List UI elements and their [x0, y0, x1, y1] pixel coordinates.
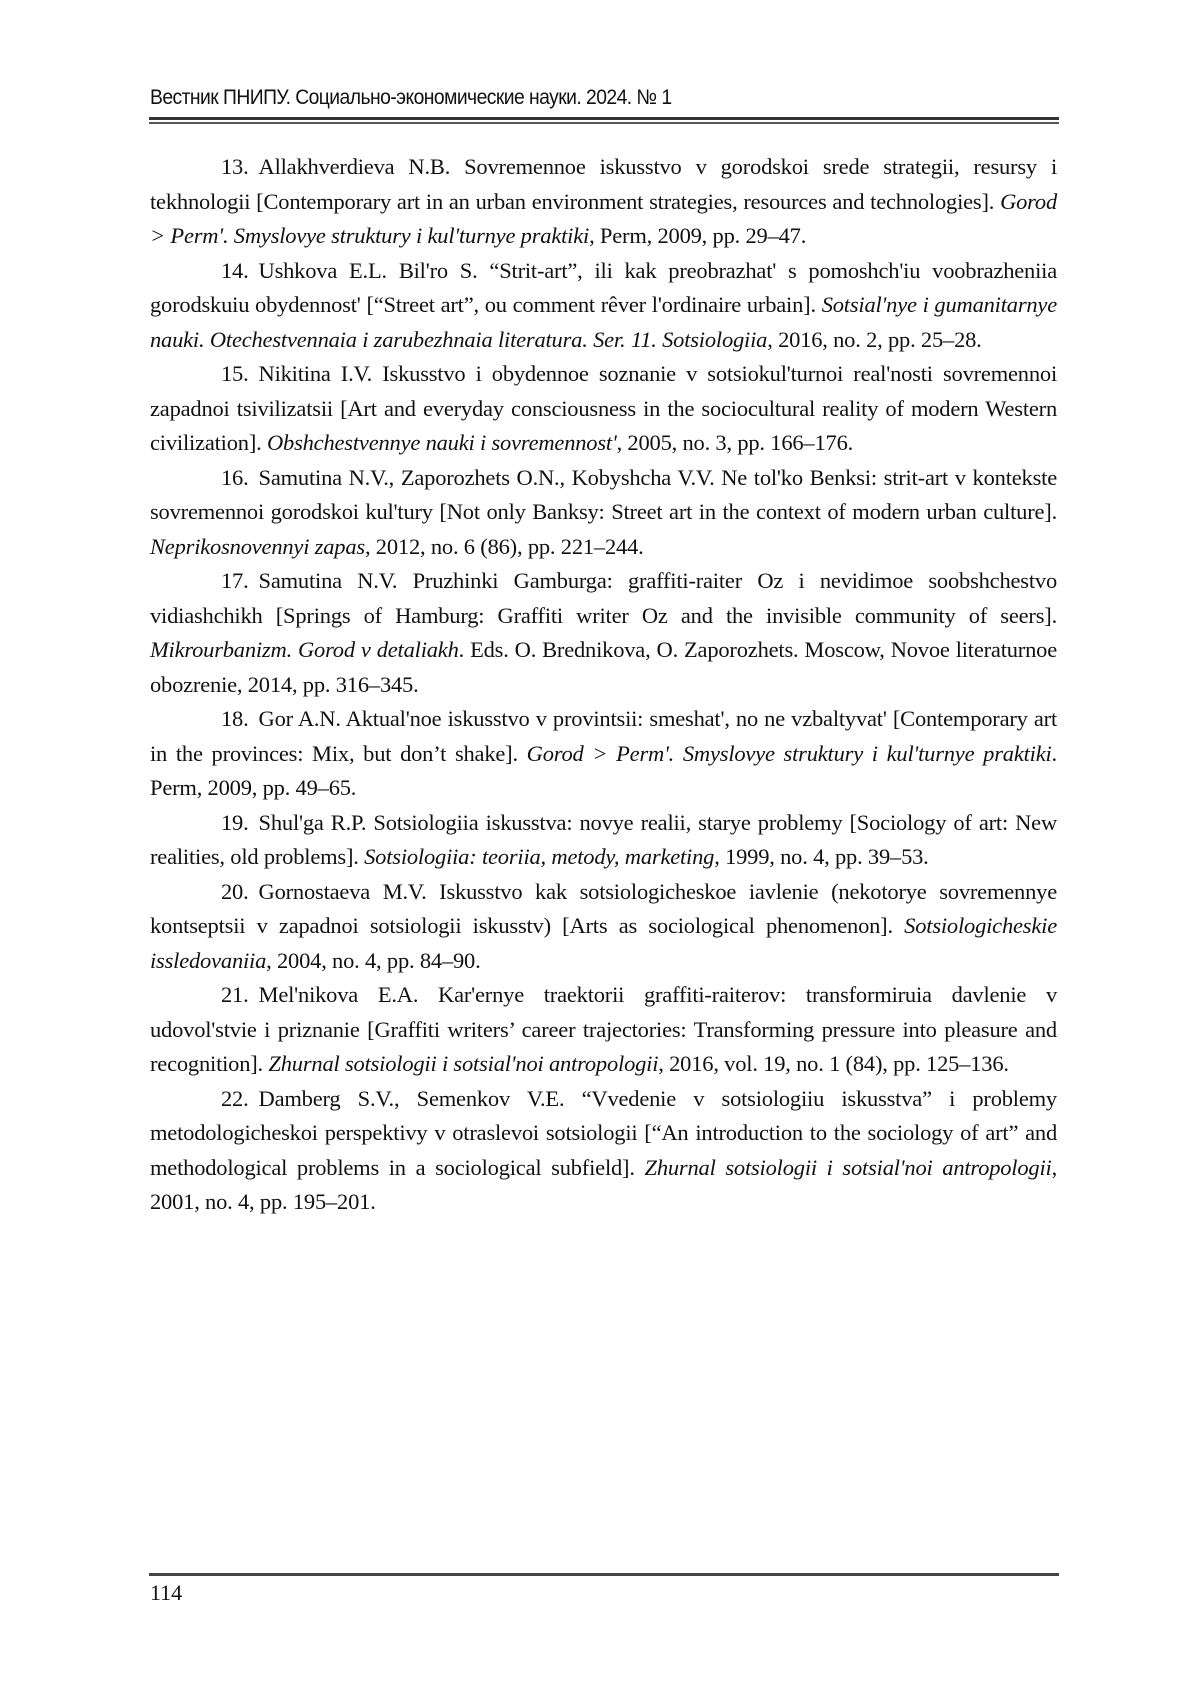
reference-number: 20. [221, 879, 249, 904]
reference-source-title: Sotsial'nye i gumanitarnye nauki. Otechestvennaia i zarubezhnaia literatura. Ser. 11. Sotsiologiia [150, 292, 1057, 352]
reference-item [150, 357, 1057, 461]
reference-text: , 1999, no. 4, pp. 39–53. [714, 844, 928, 869]
reference-text: Shul'ga R.P. Sotsiologiia iskusstva: novye realii, starye problemy [Socio­logy of art: New realities, old problems]. [150, 810, 1057, 870]
reference-source-title: Zhurnal sotsiologii i sotsial'noi antropologii [268, 1051, 658, 1076]
reference-text: Gornostaeva M.V. Iskusstvo kak sotsiologicheskoe iavlenie (nekotorye sovremennye kontseptsii v zapadnoi sotsiologii iskusstv) [Arts as sociological phenomenon]. [150, 879, 1057, 939]
header-rule [149, 117, 1059, 120]
reference-text: , 2012, no. 6 (86), pp. 221–244. [365, 534, 644, 559]
reference-text: Samutina N.V., Zaporozhets O.N., Kobyshcha V.V. Ne tol'ko Benksi: strit-art v kontekste sovremennoi gorodskoi kul'tury [Not only Banksy: Street art in the context of modern urban culture]. [150, 465, 1057, 525]
reference-text: , 2016, no. 2, pp. 25–28. [767, 327, 981, 352]
reference-number: 16. [221, 465, 249, 490]
reference-item [150, 1082, 1057, 1220]
reference-number: 22. [221, 1086, 249, 1111]
reference-number: 17. [221, 568, 249, 593]
running-header: Вестник ПНИПУ. Социально-экономические науки. 2024. № 1 [150, 86, 672, 110]
reference-text: , Perm, 2009, pp. 29–47. [589, 223, 806, 248]
reference-text: , 2001, no. 4, pp. 195–201. [150, 1155, 1057, 1215]
reference-text: Samutina N.V. Pruzhinki Gamburga: graffiti-raiter Oz i nevidimoe soobshchestvo vidiashchikh [Springs of Hamburg: Graffiti writer Oz and the invisible community of seers]. [150, 568, 1057, 628]
reference-source-title: Mikrourbanizm. Gorod v detaliakh [150, 637, 459, 662]
reference-source-title: Sotsiologicheskie issledovaniia [150, 913, 1057, 973]
reference-number: 21. [221, 982, 249, 1007]
reference-number: 15. [221, 361, 249, 386]
reference-text: Allakhverdieva N.B. Sovremennoe iskusstvo v gorodskoi srede strategii, resursy i tekhnologii [Contemporary art in an urban environment strategies, resources and technologies]. [150, 154, 1057, 214]
header-rule-secondary [149, 122, 1059, 124]
reference-source-title: Neprikosnovennyi zapas [150, 534, 365, 559]
reference-text: . Perm, 2009, pp. 49–65. [150, 741, 1057, 801]
reference-item [150, 564, 1057, 702]
reference-source-title: Gorod > Perm'. Smyslovye struktury i kul'turnye praktiki [150, 189, 1057, 249]
reference-item [150, 806, 1057, 875]
reference-item [150, 875, 1057, 979]
reference-item [150, 150, 1057, 254]
reference-number: 19. [221, 810, 249, 835]
page-number: 114 [150, 1580, 182, 1606]
reference-text: Gor A.N. Aktual'noe iskusstvo v provintsii: smeshat', no ne vzbaltyvat' [Contemporary art in the provinces: Mix, but don’t shake]. [150, 706, 1057, 766]
reference-text: Damberg S.V., Semenkov V.E. “Vvedenie v sotsiologiiu iskusstva” i problemy metodologicheskoi perspektivy v otraslevoi sotsiologii [“An introduction to the sociology of art” and methodological problems in a sociological subfield]. [150, 1086, 1057, 1180]
reference-number: 13. [221, 154, 249, 179]
reference-item [150, 702, 1057, 806]
reference-number: 14. [221, 258, 249, 283]
reference-list [150, 150, 1057, 1220]
reference-text: , 2005, no. 3, pp. 166–176. [617, 430, 853, 455]
reference-item [150, 978, 1057, 1082]
footer-rule [149, 1573, 1059, 1576]
reference-text: Ushkova E.L. Bil'ro S. “Strit-art”, ili kak preobrazhat' s pomoshch'iu voobrazheniia gorodskuiu obydennost' [“Street art”, ou comment rêver l'ordinaire urbain]. [150, 258, 1057, 318]
reference-text: , 2004, no. 4, pp. 84–90. [266, 948, 480, 973]
reference-source-title: Zhurnal sotsiologii i sotsial'noi antropologii [645, 1155, 1052, 1180]
reference-text: , 2016, vol. 19, no. 1 (84), pp. 125–136. [658, 1051, 1009, 1076]
reference-item [150, 254, 1057, 358]
reference-source-title: Obshchestvennye nauki i sovremen­nost' [267, 430, 617, 455]
reference-source-title: Sotsiologiia: teoriia, metody, marketing [364, 844, 714, 869]
reference-number: 18. [221, 706, 249, 731]
reference-text: Nikitina I.V. Iskusstvo i obydennoe soznanie v sotsiokul'turnoi real'nosti sovremennoi zapadnoi tsivilizatsii [Art and everyday consciousness in the sociocul­tural reality of modern Western civilization]. [150, 361, 1057, 455]
reference-item [150, 461, 1057, 565]
reference-text: . Eds. O. Brednikova, O. Zaporozhets. Moscow, Novoe literaturnoe obozrenie, 2014, pp. 316–345. [150, 637, 1057, 697]
reference-source-title: Gorod > Perm'. Smyslovye struktury i kul'turnye praktiki [527, 741, 1052, 766]
reference-text: Mel'nikova E.A. Kar'ernye traektorii graffiti-raiterov: transformiruia davlenie v udovol'stvie i priznanie [Graffiti writers’ career trajectories: Transforming pressure into pleasure and recognition]. [150, 982, 1057, 1076]
